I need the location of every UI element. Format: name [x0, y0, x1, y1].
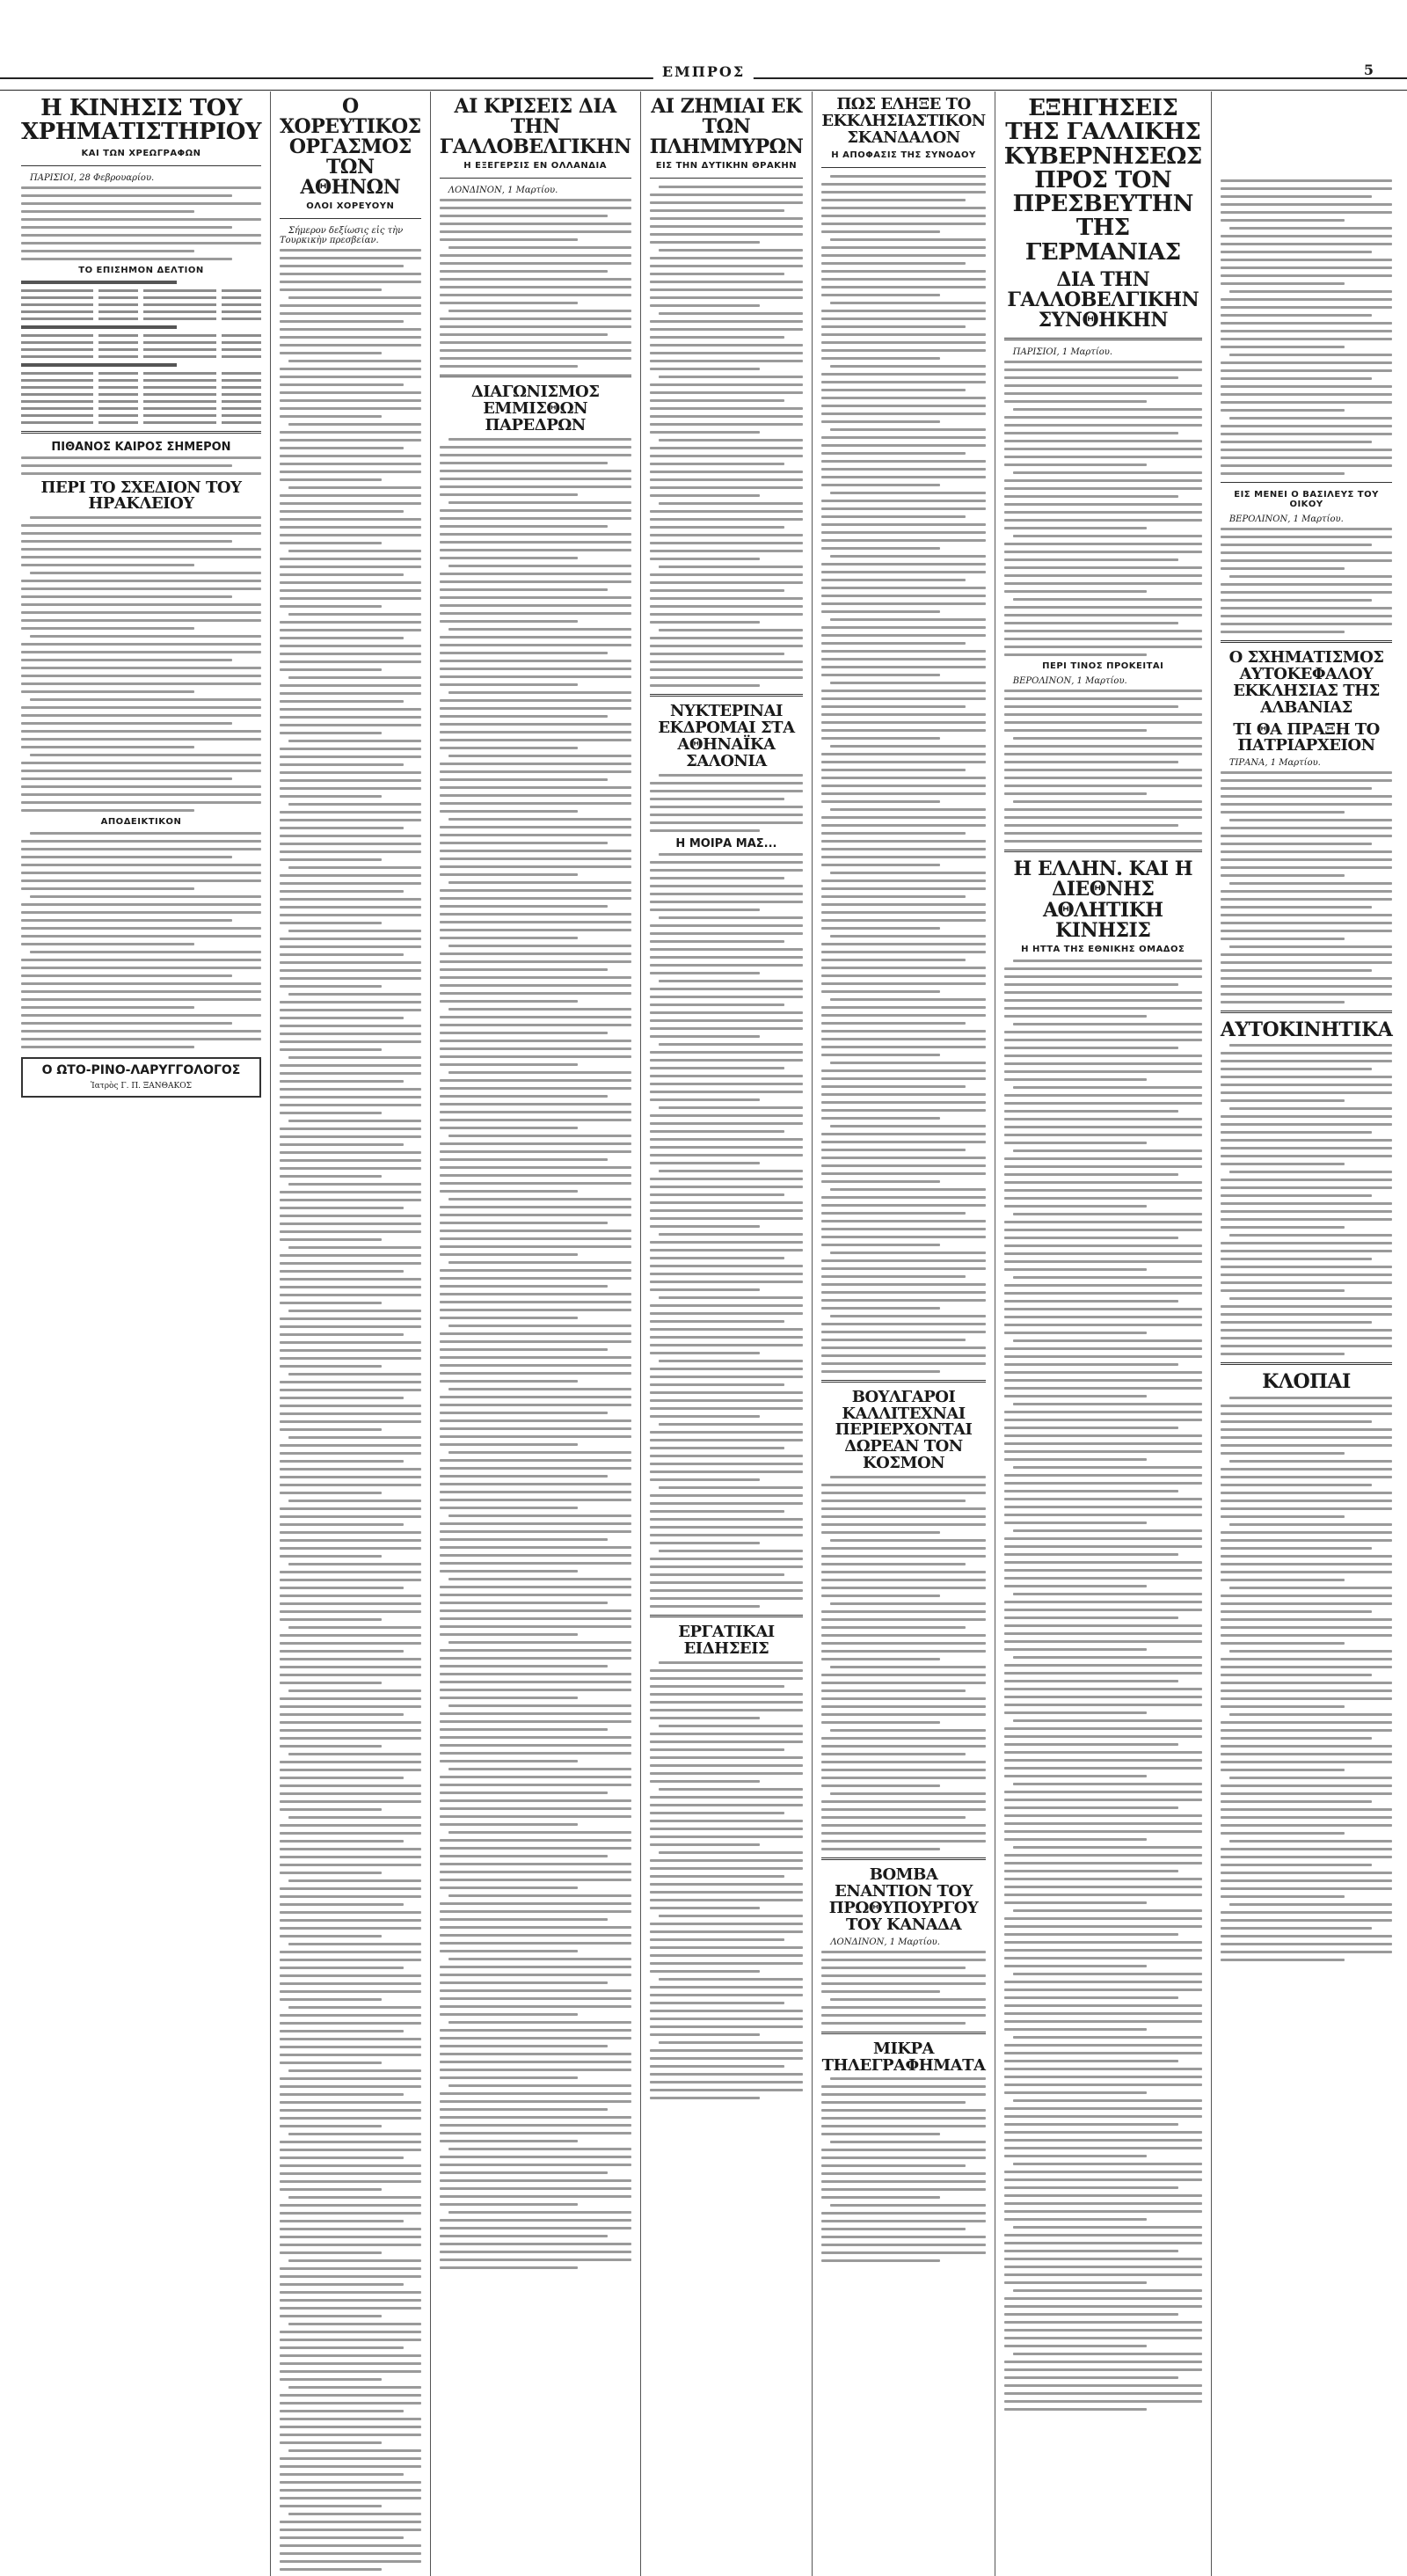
page-number: 5	[1363, 62, 1374, 78]
section-heading: ΤΟ ΕΠΙΣΗΜΟΝ ΔΕΛΤΙΟΝ	[78, 265, 204, 275]
section-subheading: ΤΙ ΘΑ ΠΡΑΞΗ ΤΟ ΠΑΤΡΙΑΡΧΕΙΟΝ	[1233, 719, 1380, 755]
article-body	[1221, 771, 1392, 1003]
section-heading: ΕΡΓΑΤΙΚΑΙ ΕΙΔΗΣΕΙΣ	[678, 1622, 775, 1658]
article-body	[821, 1951, 985, 2025]
market-table	[21, 281, 261, 424]
article-body	[650, 774, 804, 832]
subheadline: Η ΕΞΕΓΕΡΣΙΣ ΕΝ ΟΛΛΑΝΔΙΑ	[463, 161, 607, 171]
subheadline: ΔΙΑ ΤΗΝ ΓΑΛΛΟΒΕΛΓΙΚΗΝ ΣΥΝΘΗΚΗΝ	[1007, 268, 1199, 332]
section-heading: ΕΙΣ ΜΕΝΕΙ Ο ΒΑΣΙΛΕΥΣ ΤΟΥ ΟΙΚΟΥ	[1234, 490, 1379, 509]
masthead	[0, 62, 1407, 91]
article-body	[821, 2077, 985, 2262]
article-body	[1004, 690, 1202, 843]
ad-title: Ο ΩΤΟ-ΡΙΝΟ-ΛΑΡΥΓΓΟΛΟΓΟΣ	[41, 1063, 241, 1078]
section-heading: ΑΥΤΟΚΙΝΗΤΙΚΑ	[1220, 1018, 1393, 1042]
headline: Ο ΧΟΡΕΥΤΙΚΟΣ ΟΡΓΑΣΜΟΣ ΤΩΝ ΑΘΗΝΩΝ	[279, 95, 421, 200]
column-1	[21, 91, 271, 2576]
section-heading: ΠΙΘΑΝΟΣ ΚΑΙΡΟΣ ΣΗΜΕΡΟΝ	[51, 440, 231, 454]
article-body	[1221, 1044, 1392, 1355]
dateline: ΒΕΡΟΛΙΝΟΝ, 1 Μαρτίου.	[1012, 676, 1127, 687]
subheadline: ΕΙΣ ΤΗΝ ΔΥΤΙΚΗΝ ΘΡΑΚΗΝ	[655, 161, 798, 171]
columns-grid	[21, 91, 1393, 2075]
article-body	[821, 1476, 985, 1850]
article-body	[440, 199, 631, 368]
lead-line: Σήμερον δεξίωσις εἰς τὴν Τουρκικὴν πρεσβείαν.	[279, 226, 404, 246]
article-body	[21, 456, 261, 475]
section-heading: Ο ΣΧΗΜΑΤΙΣΜΟΣ ΑΥΤΟΚΕΦΑΛΟΥ ΕΚΚΛΗΣΙΑΣ ΤΗΣ ΑΛΒΑΝΙΑΣ	[1228, 648, 1384, 717]
article-body	[650, 853, 804, 1608]
article-body	[650, 186, 804, 687]
article-body	[1004, 361, 1202, 656]
article-body	[1221, 528, 1392, 633]
headline: Η ΚΙΝΗΣΙΣ ΤΟΥ ΧΡΗΜΑΤΙΣΤΗΡΙΟΥ	[21, 95, 261, 146]
section-heading: ΚΛΟΠΑΙ	[1262, 1370, 1351, 1394]
article-body	[280, 249, 421, 2571]
section-heading: ΜΙΚΡΑ ΤΗΛΕΓΡΑΦΗΜΑΤΑ	[821, 2039, 986, 2075]
ad-subtitle: Ἰατρὸς Γ. Π. ΞΑΝΘΑΚΟΣ	[91, 1081, 192, 1091]
section-heading: ΝΥΚΤΕΡΙΝΑΙ ΕΚΔΡΟΜΑΙ ΣΤΑ ΑΘΗΝΑΪΚΑ ΣΑΛΟΝΙΑ	[658, 702, 795, 770]
article-body	[650, 1661, 804, 2099]
subheadline: ΟΛΟΙ ΧΟΡΕΥΟΥΝ	[306, 201, 395, 212]
headline: ΑΙ ΖΗΜΙΑΙ ΕΚ ΤΩΝ ΠΛΗΜΜΥΡΩΝ	[649, 95, 804, 159]
section-heading: ΔΙΑΓΩΝΙΣΜΟΣ ΕΜΜΙΣΘΩΝ ΠΑΡΕΔΡΩΝ	[470, 383, 600, 435]
subheadline: ΚΑΙ ΤΩΝ ΧΡΕΩΓΡΑΦΩΝ	[81, 148, 201, 158]
section-heading: Η ΕΛΛΗΝ. ΚΑΙ Η ΔΙΕΘΝΗΣ ΑΘΛΗΤΙΚΗ ΚΙΝΗΣΙΣ	[1013, 857, 1193, 942]
section-heading: Η ΜΟΙΡΑ ΜΑΣ...	[675, 836, 777, 850]
dateline: ΤΙΡΑΝΑ, 1 Μαρτίου.	[1228, 758, 1321, 769]
article-body	[1004, 960, 1202, 2411]
article-body	[821, 175, 985, 1373]
article-body	[1221, 1397, 1392, 1961]
headline: ΑΙ ΚΡΙΣΕΙΣ ΔΙΑ ΤΗΝ ΓΑΛΛΟΒΕΛΓΙΚΗΝ	[439, 95, 631, 159]
article-body	[21, 832, 261, 1048]
dateline: ΛΟΝΔΙΝΟΝ, 1 Μαρτίου.	[448, 186, 558, 196]
article-body	[21, 186, 261, 260]
article-body	[1221, 179, 1392, 475]
headline: ΠΩΣ ΕΛΗΞΕ ΤΟ ΕΚΚΛΗΣΙΑΣΤΙΚΟΝ ΣΚΑΝΔΑΛΟΝ	[821, 95, 986, 147]
newspaper-name: ΕΜΠΡΟΣ	[653, 63, 754, 80]
section-heading: ΠΕΡΙ ΤΟ ΣΧΕΔΙΟΝ ΤΟΥ ΗΡΑΚΛΕΙΟΥ	[40, 478, 242, 514]
column-6	[1004, 91, 1212, 2576]
advertisement	[21, 1057, 261, 1097]
column-7	[1221, 91, 1401, 2576]
section-heading: ΒΟΥΛΓΑΡΟΙ ΚΑΛΛΙΤΕΧΝΑΙ ΠΕΡΙΕΡΧΟΝΤΑΙ ΔΩΡΕΑΝ ΤΟΝ ΚΟΣΜΟΝ	[835, 1387, 973, 1473]
headline: ΕΞΗΓΗΣΕΙΣ ΤΗΣ ΓΑΛΛΙΚΗΣ ΚΥΒΕΡΝΗΣΕΩΣ ΠΡΟΣ ΤΟΝ ΠΡΕΣΒΕΥΤΗΝ ΤΗΣ ΓΕΡΜΑΝΙΑΣ	[1003, 95, 1202, 266]
dateline: ΛΟΝΔΙΝΟΝ, 1 Μαρτίου.	[830, 1937, 940, 1947]
article-body	[440, 438, 631, 2269]
section-subheading: Η ΗΤΤΑ ΤΗΣ ΕΘΝΙΚΗΣ ΟΜΑΔΟΣ	[1021, 944, 1185, 954]
dateline: ΠΑΡΙΣΙΟΙ, 1 Μαρτίου.	[1012, 347, 1113, 358]
article-body	[21, 516, 261, 812]
column-5	[821, 91, 995, 2576]
subheadline: Η ΑΠΟΦΑΣΙΣ ΤΗΣ ΣΥΝΟΔΟΥ	[831, 150, 976, 160]
section-heading: ΑΠΟΔΕΙΚΤΙΚΟΝ	[100, 817, 182, 828]
column-3	[440, 91, 641, 2576]
dateline: ΠΑΡΙΣΙΟΙ, 28 Φεβρουαρίου.	[30, 172, 155, 183]
dateline: ΒΕΡΟΛΙΝΟΝ, 1 Μαρτίου.	[1228, 514, 1344, 524]
column-2	[280, 91, 431, 2576]
section-heading: ΒΟΜΒΑ ΕΝΑΝΤΙΟΝ ΤΟΥ ΠΡΩΘΥΠΟΥΡΓΟΥ ΤΟΥ ΚΑΝΑΔΑ	[828, 1865, 979, 1934]
section-heading: ΠΕΡΙ ΤΙΝΟΣ ΠΡΟΚΕΙΤΑΙ	[1042, 661, 1164, 672]
column-4	[650, 91, 813, 2576]
